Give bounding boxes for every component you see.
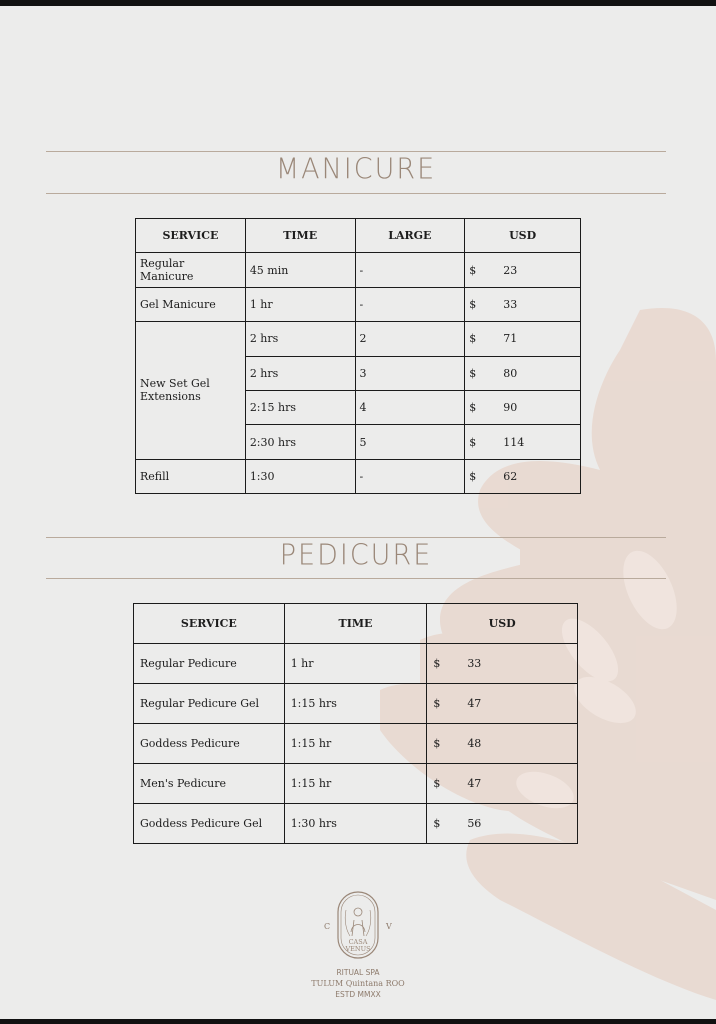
price-cell (427, 684, 578, 724)
time-cell: 2:30 hrs (245, 425, 355, 459)
price-value: 56 (467, 817, 482, 830)
logo-name-line2: VENUS (345, 945, 371, 953)
logo-name-line1: CASA (348, 938, 368, 946)
table-row (134, 684, 578, 724)
service-cell: Regular Pedicure Gel (134, 684, 285, 724)
price-cell (465, 322, 581, 356)
price-value: 90 (503, 401, 518, 415)
manicure-top-rule (46, 151, 666, 152)
column-header-service: SERVICE (134, 604, 285, 644)
logo-letter-left: C (324, 922, 331, 931)
manicure-bottom-rule (46, 193, 666, 194)
price-cell (465, 287, 581, 321)
currency-symbol: $ (469, 469, 477, 483)
currency-symbol: $ (433, 657, 441, 670)
table-row (136, 253, 581, 287)
footer-established: ESTD MMXX (335, 990, 381, 999)
currency-symbol: $ (469, 332, 477, 346)
service-cell: New Set Gel Extensions (136, 322, 246, 460)
service-cell: Regular Manicure (136, 253, 246, 287)
footer-location: TULUM Quintana ROO (311, 979, 405, 988)
pedicure-title: PEDICURE (279, 539, 433, 572)
column-header-large: LARGE (355, 219, 465, 253)
currency-symbol: $ (469, 263, 477, 277)
pedicure-top-rule (46, 537, 666, 538)
footer-ritual-spa: RITUAL SPA (336, 968, 380, 977)
bottom-bar (0, 1019, 716, 1024)
column-header-usd: USD (465, 219, 581, 253)
price-value: 33 (503, 297, 518, 311)
price-value: 47 (467, 777, 482, 790)
price-value: 33 (467, 657, 482, 670)
column-header-service: SERVICE (136, 219, 246, 253)
price-cell (465, 390, 581, 424)
currency-symbol: $ (433, 737, 441, 750)
large-cell: 5 (355, 425, 465, 459)
column-header-usd: USD (427, 604, 578, 644)
price-cell (465, 356, 581, 390)
price-cell (465, 253, 581, 287)
table-row (134, 644, 578, 684)
pedicure-table (133, 603, 578, 844)
large-cell: - (355, 459, 465, 493)
price-cell (465, 459, 581, 493)
table-header-row (134, 604, 578, 644)
column-header-time: TIME (284, 604, 427, 644)
time-cell: 2 hrs (245, 356, 355, 390)
price-cell (427, 764, 578, 804)
time-cell: 1 hr (284, 644, 427, 684)
service-cell: Men's Pedicure (134, 764, 285, 804)
logo-letter-right: V (386, 922, 392, 931)
price-cell (427, 724, 578, 764)
price-cell (427, 804, 578, 844)
service-cell: Refill (136, 459, 246, 493)
currency-symbol: $ (469, 401, 477, 415)
table-row (136, 459, 581, 493)
table-row (136, 287, 581, 321)
table-row (134, 804, 578, 844)
currency-symbol: $ (469, 297, 477, 311)
time-cell: 1:30 (245, 459, 355, 493)
pedicure-bottom-rule (46, 578, 666, 579)
time-cell: 2 hrs (245, 322, 355, 356)
time-cell: 2:15 hrs (245, 390, 355, 424)
large-cell: - (355, 253, 465, 287)
service-cell: Gel Manicure (136, 287, 246, 321)
price-value: 23 (503, 263, 518, 277)
currency-symbol: $ (433, 697, 441, 710)
large-cell: 4 (355, 390, 465, 424)
manicure-title: MANICURE (275, 153, 437, 186)
price-cell (465, 425, 581, 459)
price-value: 62 (503, 469, 518, 483)
time-cell: 1:15 hr (284, 764, 427, 804)
large-cell: 3 (355, 356, 465, 390)
price-value: 114 (503, 435, 525, 449)
column-header-time: TIME (245, 219, 355, 253)
price-value: 48 (467, 737, 482, 750)
price-value: 80 (503, 366, 518, 380)
price-value: 47 (467, 697, 482, 710)
currency-symbol: $ (433, 817, 441, 830)
price-cell (427, 644, 578, 684)
table-row (134, 724, 578, 764)
time-cell: 1:15 hr (284, 724, 427, 764)
currency-symbol: $ (469, 366, 477, 380)
time-cell: 45 min (245, 253, 355, 287)
large-cell: 2 (355, 322, 465, 356)
price-value: 71 (503, 332, 518, 346)
manicure-table (135, 218, 581, 494)
table-row (134, 764, 578, 804)
time-cell: 1:15 hrs (284, 684, 427, 724)
time-cell: 1 hr (245, 287, 355, 321)
time-cell: 1:30 hrs (284, 804, 427, 844)
service-cell: Goddess Pedicure (134, 724, 285, 764)
currency-symbol: $ (469, 435, 477, 449)
service-cell: Goddess Pedicure Gel (134, 804, 285, 844)
table-header-row (136, 219, 581, 253)
currency-symbol: $ (433, 777, 441, 790)
table-row (136, 322, 581, 356)
large-cell: - (355, 287, 465, 321)
service-cell: Regular Pedicure (134, 644, 285, 684)
